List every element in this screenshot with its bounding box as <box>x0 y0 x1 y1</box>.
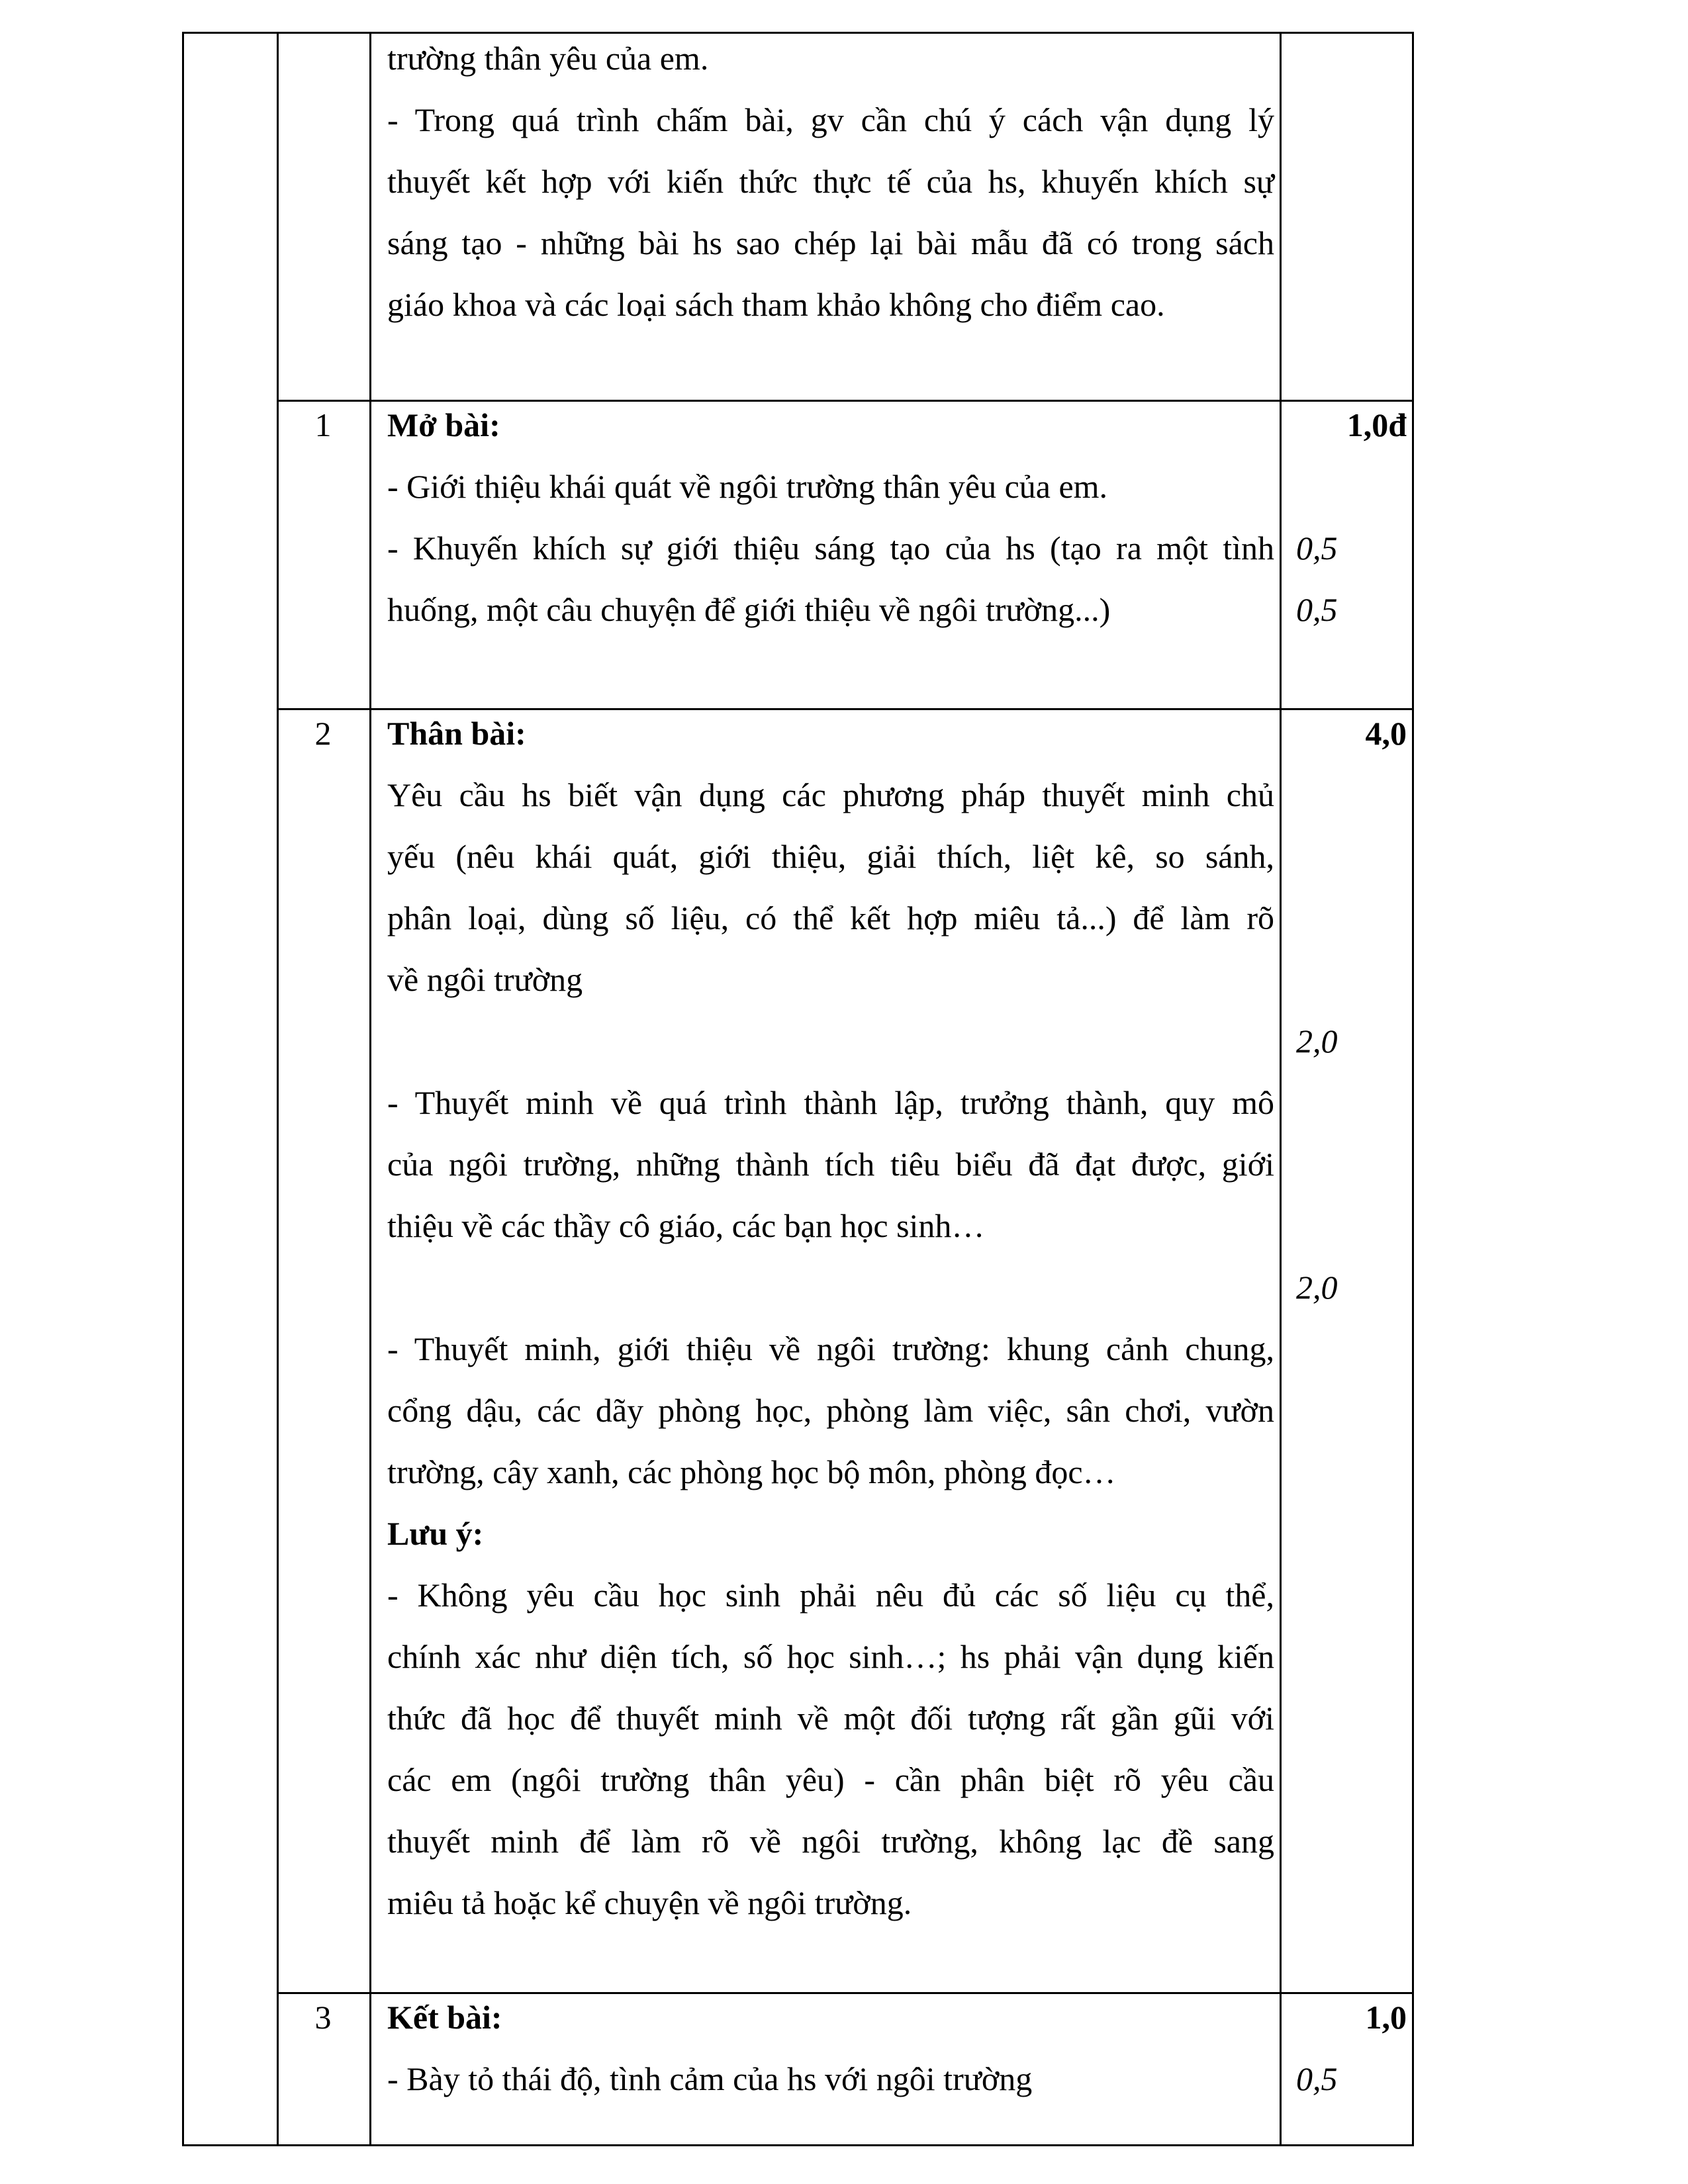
section-line: về ngôi trường <box>387 961 583 998</box>
section-line: yếu (nêu khái quát, giới thiệu, giải thích, liệt kê, so sánh, <box>387 838 1274 875</box>
intro-line: giáo khoa và các loại sách tham khảo không cho điểm cao. <box>387 286 1165 323</box>
section-heading: Mở bài: <box>387 406 500 443</box>
section-number: 1 <box>314 406 332 443</box>
note-line: thức đã học để thuyết minh về một đối tượng rất gần gũi với <box>387 1700 1274 1737</box>
section-total-score: 1,0 <box>1365 1999 1407 2036</box>
column-divider-3 <box>1280 32 1282 2146</box>
section-number: 3 <box>314 1999 332 2036</box>
intro-line: sáng tạo - những bài hs sao chép lại bài mẫu đã có trong sách <box>387 224 1274 261</box>
note-line: miêu tả hoặc kể chuyện về ngôi trường. <box>387 1884 912 1921</box>
section-heading: Thân bài: <box>387 715 526 752</box>
section-line: - Thuyết minh, giới thiệu về ngôi trường: khung cảnh chung, <box>387 1330 1274 1367</box>
section-line: - Khuyến khích sự giới thiệu sáng tạo của hs (tạo ra một tình <box>387 529 1274 567</box>
section-line: cổng dậu, các dãy phòng học, phòng làm việc, sân chơi, vườn <box>387 1392 1274 1429</box>
intro-line: trường thân yêu của em. <box>387 40 709 77</box>
note-line: chính xác như diện tích, số học sinh…; hs phải vận dụng kiến <box>387 1638 1274 1675</box>
intro-line: - Trong quá trình chấm bài, gv cần chú ý cách vận dụng lý <box>387 101 1274 138</box>
item-score: 2,0 <box>1296 1269 1338 1306</box>
note-heading: Lưu ý: <box>387 1515 484 1552</box>
section-line: trường, cây xanh, các phòng học bộ môn, phòng đọc… <box>387 1453 1116 1490</box>
item-score: 0,5 <box>1296 529 1338 567</box>
section-line: thiệu về các thầy cô giáo, các bạn học sinh… <box>387 1207 985 1244</box>
column-divider-1 <box>277 32 279 2146</box>
note-line: - Không yêu cầu học sinh phải nêu đủ các số liệu cụ thể, <box>387 1576 1274 1614</box>
section-heading: Kết bài: <box>387 1999 502 2036</box>
section-line: - Thuyết minh về quá trình thành lập, trưởng thành, quy mô <box>387 1084 1274 1121</box>
intro-line: thuyết kết hợp với kiến thức thực tế của hs, khuyến khích sự <box>387 163 1274 200</box>
table-border-left <box>182 32 184 2146</box>
item-score: 0,5 <box>1296 591 1338 628</box>
table-border-top <box>182 32 1414 34</box>
table-border-right <box>1412 32 1414 2146</box>
section-total-score: 1,0đ <box>1346 406 1407 443</box>
item-score: 0,5 <box>1296 2060 1338 2097</box>
note-line: thuyết minh để làm rõ về ngôi trường, không lạc đề sang <box>387 1823 1274 1860</box>
section-number: 2 <box>314 715 332 752</box>
section-line: phân loại, dùng số liệu, có thể kết hợp miêu tả...) để làm rõ <box>387 899 1274 936</box>
section-line: huống, một câu chuyện để giới thiệu về ngôi trường...) <box>387 591 1111 628</box>
section-line: - Giới thiệu khái quát về ngôi trường thân yêu của em. <box>387 468 1108 505</box>
section-line: - Bày tỏ thái độ, tình cảm của hs với ngôi trường <box>387 2060 1033 2097</box>
item-score: 2,0 <box>1296 1023 1338 1060</box>
section-line: của ngôi trường, những thành tích tiêu biểu đã đạt được, giới <box>387 1146 1274 1183</box>
section-line: Yêu cầu hs biết vận dụng các phương pháp thuyết minh chủ <box>387 776 1274 813</box>
section-total-score: 4,0 <box>1365 715 1407 752</box>
column-divider-2 <box>369 32 371 2146</box>
table-border-bottom <box>182 2144 1414 2146</box>
note-line: các em (ngôi trường thân yêu) - cần phân biệt rõ yêu cầu <box>387 1761 1274 1798</box>
